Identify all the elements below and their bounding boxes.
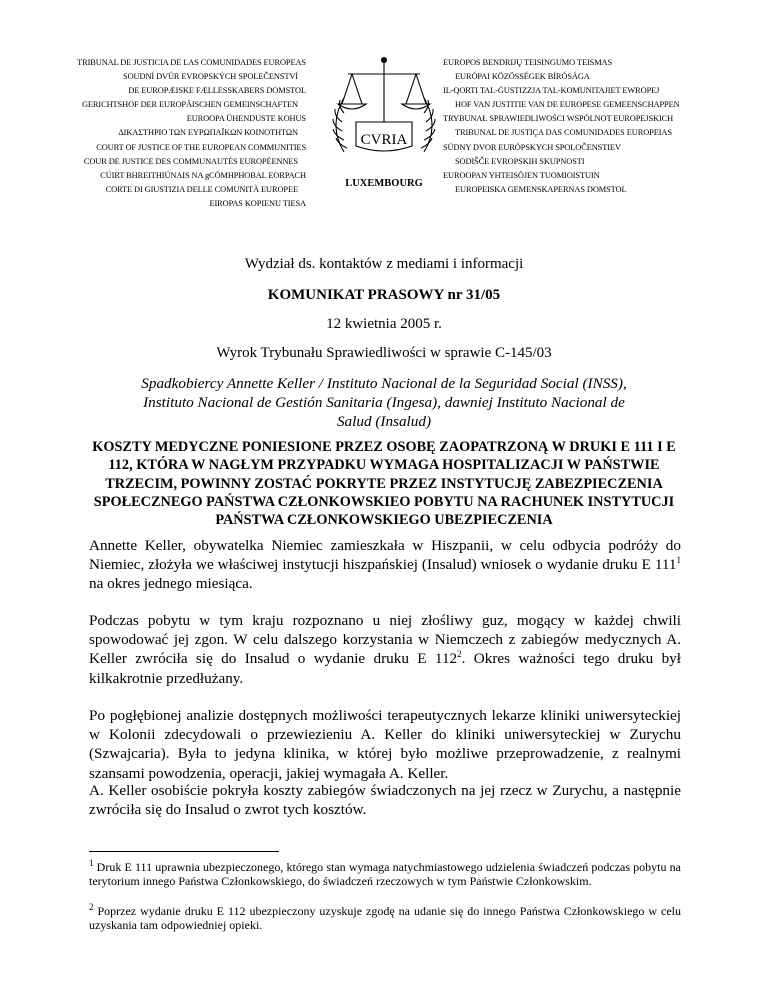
paragraph-1 (89, 536, 681, 594)
case-parties: Spadkobiercy Annette Keller / Instituto Nacional de la Seguridad Social (INSS), Instituto Nacional de Gestión Sanitaria (Ingesa), dawniej Instituto Nacional de Salud (Insalud) (141, 375, 627, 430)
court-names-left (0, 56, 306, 211)
logo-city: LUXEMBOURG (345, 178, 423, 189)
court-name: TRIBUNAL DE JUSTICIA DE LAS COMUNIDADES EUROPEAS (77, 58, 306, 67)
footnote-text: Poprzez wydanie druku E 112 ubezpieczony uzyskuje zgodę na udanie się do innego Państwa Członkowskiego w celu uzyskania tam odpowiedniej opieki. (89, 904, 681, 933)
footnote-number: 2 (89, 902, 94, 912)
court-name: EURÓPAI KÖZÖSSÉGEK BÍRÓSÁGA (455, 72, 590, 82)
paragraph-text: Annette Keller, obywatelka Niemiec zamieszkała w Hiszpanii, w celu odbycia podróży do Niemiec, złożyła we właściwej instytucji hiszpańskiej (Insalud) wniosek o wydanie druku E 111 (89, 537, 681, 574)
release-date: 12 kwietnia 2005 r. (326, 316, 442, 332)
court-names-right (443, 56, 763, 197)
footnote-number: 1 (89, 858, 94, 868)
court-name: TRIBUNAL DE JUSTIÇA DAS COMUNIDADES EUROPEIAS (455, 128, 672, 138)
court-name: EUROOPA ÜHENDUSTE KOHUS (186, 114, 306, 124)
footnote-ref: 2 (457, 649, 462, 660)
logo-text: CVRIA (360, 132, 408, 148)
paragraph-4: A. Keller osobiście pokryła koszty zabiegów świadczonych na jej rzecz w Zurychu, a następnie zwróciła się do Insalud o zwrot tych kosztów. (89, 782, 681, 819)
court-name: SOUDNÍ DVŮR EVROPSKÝCH SPOLEČENSTVÍ (123, 72, 298, 82)
court-name: HOF VAN JUSTITIE VAN DE EUROPESE GEMEENSCHAPPEN (455, 100, 680, 110)
footnote-2 (89, 904, 681, 932)
court-name: ΔΙΚΑΣΤΗΡΙΟ ΤΩΝ ΕΥΡΩΠΑΪΚΩΝ ΚΟΙΝΟΤΗΤΩΝ (118, 128, 298, 138)
footnote-divider (89, 851, 279, 852)
court-name: EUROOPAN YHTEISÖJEN TUOMIOISTUIN (443, 170, 600, 180)
court-name: EIROPAS KOPIENU TIESA (209, 198, 306, 208)
paragraph-2 (89, 611, 681, 688)
court-name: COURT OF JUSTICE OF THE EUROPEAN COMMUNITIES (96, 142, 306, 152)
court-name: EUROPOS BENDRIJŲ TEISINGUMO TEISMAS (443, 58, 613, 67)
court-name: CORTE DI GIUSTIZIA DELLE COMUNITÀ EUROPEE (105, 184, 298, 194)
release-title: KOMUNIKAT PRASOWY nr 31/05 (267, 287, 501, 303)
paragraph-3: Po pogłębionej analizie dostępnych możliwości terapeutycznych lekarze kliniki uniwersyteckiej w Kolonii zdecydowali o przewiezieniu A. Keller do kliniki uniwersyteckiej w Zurychu (Szwajcaria). Była to jedyna klinika, w której było możliwe przeprowadzenie, z realnymi szansami powodzenia, operacji, jakiej wymagała A. Keller. (89, 707, 681, 782)
court-name: CÚIRT BHREITHIÚNAIS NA gCÓMHPHOBAL EORPACH (100, 170, 306, 180)
footnote-text: Druk E 111 uprawnia ubezpieczonego, którego stan wymaga natychmiastowego udzielenia świadczeń podczas pobytu na terytorium innego Państwa Członkowskiego, do świadczeń rzeczowych w tym Państwie Członkowskim. (89, 860, 681, 889)
judgment-reference: Wyrok Trybunału Sprawiedliwości w sprawie C-145/03 (216, 345, 552, 361)
court-name: EUROPEISKA GEMENSKAPERNAS DOMSTOL (455, 184, 627, 194)
paragraph-text: . Okres ważności tego druku był kilkakrotnie przedłużany. (89, 650, 681, 687)
footnote-1 (89, 860, 681, 888)
court-name: DE EUROPÆISKE FÆLLESSKABERS DOMSTOL (128, 86, 306, 96)
court-name: GERICHTSHOF DER EUROPÄISCHEN GEMEINSCHAFTEN (81, 100, 298, 110)
court-name: SÚDNY DVOR EURÓPSKYCH SPOLOČENSTIEV (443, 142, 621, 152)
footnote-ref: 1 (676, 555, 681, 566)
court-name: SODIŠČE EVROPSKIH SKUPNOSTI (455, 156, 585, 166)
court-name: COUR DE JUSTICE DES COMMUNAUTÉS EUROPÉENNES (83, 156, 298, 166)
paragraph-text: Podczas pobytu w tym kraju rozpoznano u niej złośliwy guz, mogący w każdej chwili spowodować jej zgon. W celu dalszego korzystania w Niemczech z zabiegów medycznych A. Keller zwróciła się do Insalud o wydanie druku E 112 (89, 612, 681, 668)
curia-logo (314, 52, 454, 192)
department-name: Wydział ds. kontaktów z mediami i informacji (244, 256, 524, 272)
court-name: TRYBUNAŁ SPRAWIEDLIWOŚCI WSPÓLNOT EUROPEJSKICH (443, 114, 674, 124)
press-headline: KOSZTY MEDYCZNE PONIESIONE PRZEZ OSOBĘ ZAOPATRZONĄ W DRUKI E 111 I E 112, KTÓRA W NAGŁYM PRZYPADKU WYMAGA HOSPITALIZACJI W PAŃSTWIE TRZECIM, POWINNY ZOSTAĆ POKRYTE PRZEZ INSTYTUCJĘ ZABEZPIECZENIA SPOŁECZNEGO PAŃSTWA CZŁONKOWSKIEO POBYTU NA RACHUNEK INSTYTUCJI PAŃSTWA CZŁONKOWSKIEGO UBEZPIECZENIA (92, 439, 676, 529)
court-name: IL-QORTI TAL-ĠUSTIZZJA TAL-KOMUNITAJIET EWROPEJ (443, 86, 660, 96)
paragraph-text: na okres jednego miesiąca. (89, 575, 253, 593)
